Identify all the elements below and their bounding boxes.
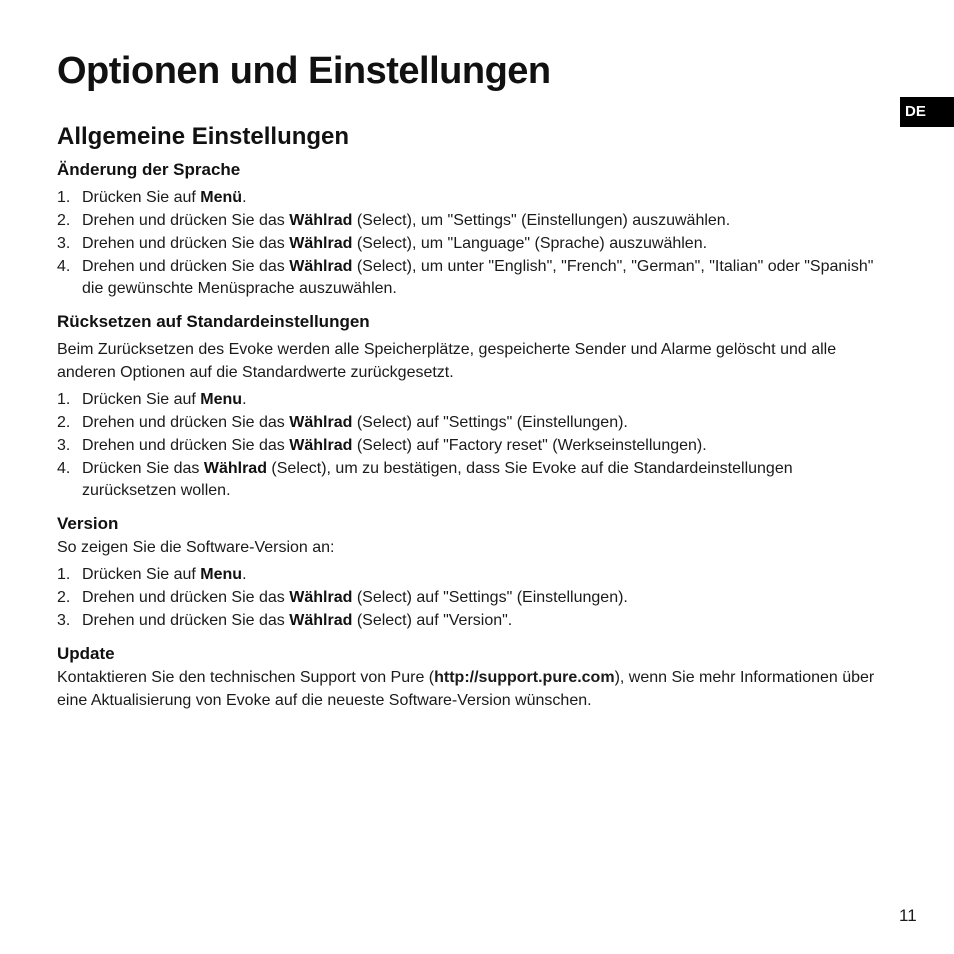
step-text: Drehen und drücken Sie das — [82, 437, 290, 454]
step-text: Drücken Sie auf — [82, 566, 201, 583]
step-text-end: (Select), um unter "English", "French", "German", "Italian" oder "Spanish" die gewünschte Menüsprache auszuwählen. — [82, 258, 874, 297]
reset-steps — [57, 389, 887, 502]
step-number: 1. — [57, 189, 71, 206]
list-item — [57, 389, 887, 411]
step-keyword: Menu — [200, 566, 243, 583]
step-keyword: Wählrad — [289, 612, 353, 629]
page-title: Optionen und Einstellungen — [57, 50, 551, 92]
reset-intro: Beim Zurücksetzen des Evoke werden alle Speicherplätze, gespeicherte Sender und Alarme gelöscht und alle anderen Optionen auf die Standardwerte zurückgesetzt. — [57, 341, 837, 381]
step-text-end: (Select) auf "Version". — [352, 612, 513, 629]
step-text: Drücken Sie das — [82, 460, 204, 477]
update-text-before: Kontaktieren Sie den technischen Support von Pure ( — [57, 669, 435, 686]
step-number: 2. — [57, 212, 71, 229]
step-number: 3. — [57, 437, 71, 454]
step-text: Drehen und drücken Sie das — [82, 414, 290, 431]
list-item — [57, 210, 887, 232]
step-number: 2. — [57, 589, 71, 606]
step-number: 3. — [57, 235, 71, 252]
section-title: Allgemeine Einstellungen — [57, 123, 350, 150]
step-keyword: Wählrad — [289, 235, 353, 252]
reset-heading: Rücksetzen auf Standardeinstellungen — [57, 312, 370, 331]
list-item — [57, 256, 887, 300]
list-item — [57, 233, 887, 255]
language-tab: DE — [900, 97, 954, 127]
step-text: Drehen und drücken Sie das — [82, 235, 290, 252]
step-text-end: (Select) auf "Factory reset" (Werkseinstellungen). — [352, 437, 707, 454]
version-intro: So zeigen Sie die Software-Version an: — [57, 539, 335, 556]
support-link[interactable]: http://support.pure.com — [434, 669, 615, 686]
step-text: Drücken Sie auf — [82, 189, 201, 206]
update-paragraph — [57, 666, 887, 712]
list-item — [57, 564, 887, 586]
step-number: 4. — [57, 460, 71, 477]
step-keyword: Wählrad — [289, 258, 353, 275]
step-keyword: Wählrad — [203, 460, 267, 477]
list-item — [57, 458, 887, 502]
step-text-end: . — [242, 566, 247, 583]
list-item — [57, 435, 887, 457]
step-number: 2. — [57, 414, 71, 431]
list-item — [57, 187, 887, 209]
step-keyword: Wählrad — [289, 414, 353, 431]
step-text-end: . — [242, 391, 247, 408]
step-text: Drehen und drücken Sie das — [82, 589, 290, 606]
step-text: Drücken Sie auf — [82, 391, 201, 408]
step-number: 1. — [57, 391, 71, 408]
list-item — [57, 587, 887, 609]
list-item — [57, 610, 887, 632]
step-keyword: Menü — [200, 189, 243, 206]
language-heading: Änderung der Sprache — [57, 160, 241, 179]
step-number: 4. — [57, 258, 71, 275]
language-steps — [57, 187, 887, 300]
step-text-end: (Select), um "Settings" (Einstellungen) auszuwählen. — [352, 212, 731, 229]
step-text-end: . — [242, 189, 247, 206]
step-number: 3. — [57, 612, 71, 629]
page-number: 11 — [899, 906, 917, 925]
update-text-after: ), wenn Sie mehr Informationen über eine Aktualisierung von Evoke auf die neueste Software-Version wünschen. — [57, 669, 875, 709]
step-text-end: (Select), um "Language" (Sprache) auszuwählen. — [352, 235, 708, 252]
step-text-end: (Select), um zu bestätigen, dass Sie Evoke auf die Standardeinstellungen zurücksetzen wollen. — [82, 460, 793, 499]
step-text-end: (Select) auf "Settings" (Einstellungen). — [352, 414, 628, 431]
page-content — [57, 120, 887, 712]
step-keyword: Wählrad — [289, 437, 353, 454]
step-number: 1. — [57, 566, 71, 583]
step-keyword: Menu — [200, 391, 243, 408]
update-heading: Update — [57, 644, 115, 663]
step-keyword: Wählrad — [289, 212, 353, 229]
step-text: Drehen und drücken Sie das — [82, 612, 290, 629]
step-text: Drehen und drücken Sie das — [82, 212, 290, 229]
step-keyword: Wählrad — [289, 589, 353, 606]
version-heading: Version — [57, 514, 119, 533]
step-text: Drehen und drücken Sie das — [82, 258, 290, 275]
version-steps — [57, 564, 887, 632]
step-text-end: (Select) auf "Settings" (Einstellungen). — [352, 589, 628, 606]
list-item — [57, 412, 887, 434]
